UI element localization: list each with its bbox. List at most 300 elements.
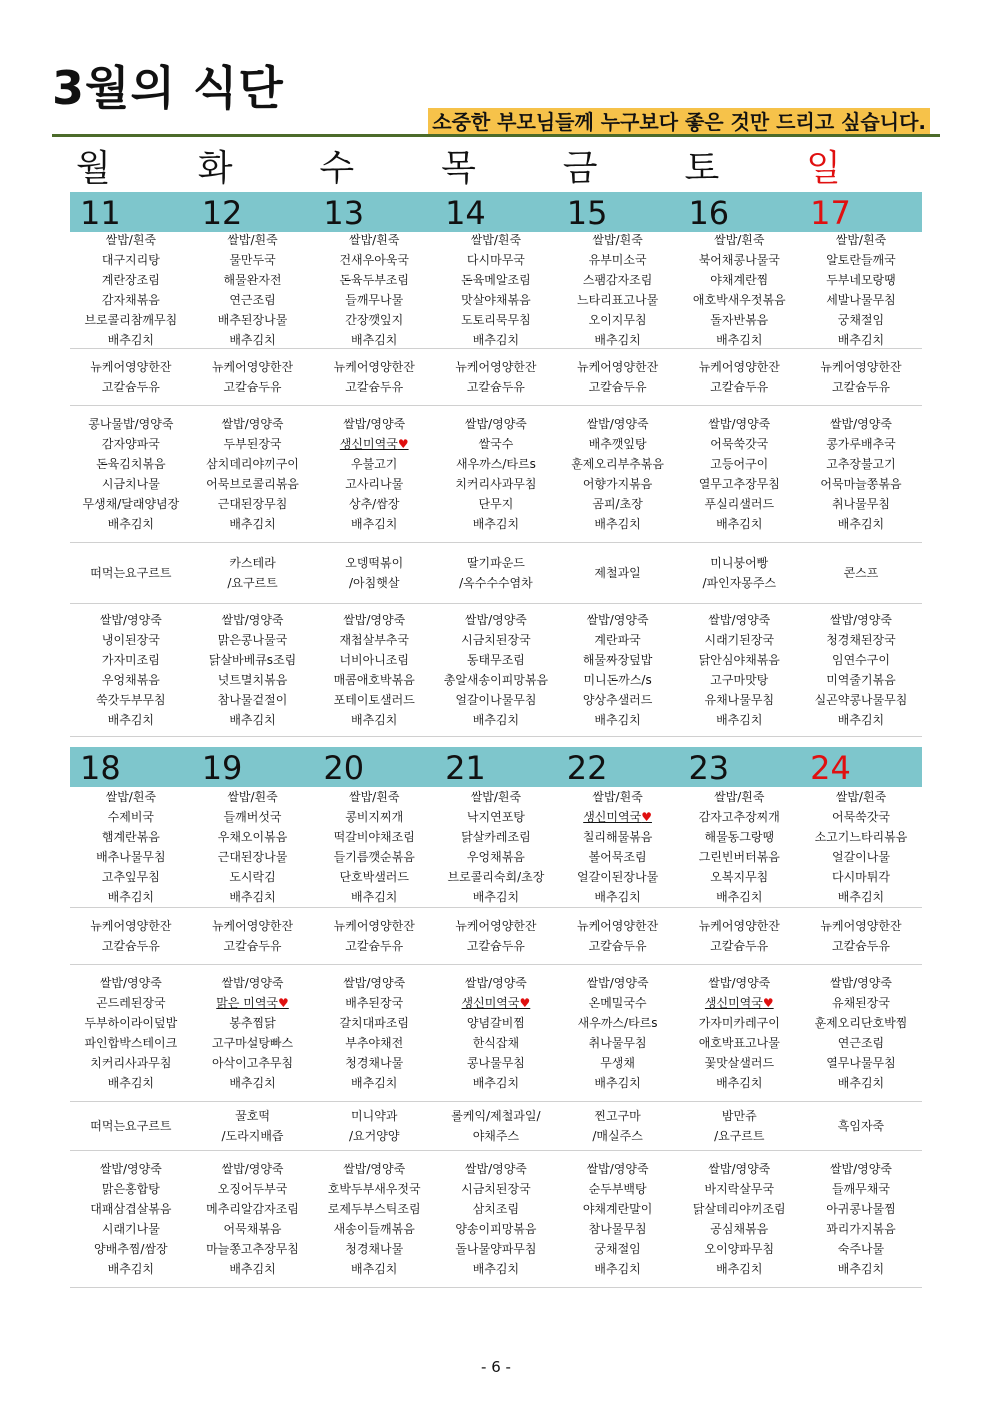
menu-item: 제철과일 bbox=[594, 566, 641, 580]
meal-cell bbox=[557, 965, 679, 1101]
menu-item: 훈제오리부추볶음 bbox=[571, 457, 664, 471]
menu-item: 가자미카레구이 bbox=[698, 1016, 780, 1030]
menu-item bbox=[435, 993, 557, 1013]
menu-item: 떠먹는요구르트 bbox=[90, 566, 172, 580]
menu-item: 배추김치 bbox=[594, 1262, 641, 1276]
date-label: 21 bbox=[445, 749, 486, 787]
menu-item: 삼치데리야끼구이 bbox=[206, 457, 299, 471]
menu-item: 꿀호떡 bbox=[235, 1109, 270, 1123]
menu-item: 쌀밥/영양죽 bbox=[708, 613, 771, 627]
menu-item: 쌀밥/흰죽 bbox=[835, 233, 887, 247]
meal-cell bbox=[678, 406, 800, 542]
menu-item: 열무나물무침 bbox=[826, 1056, 896, 1070]
menu-item: 양송이피망볶음 bbox=[455, 1222, 537, 1236]
date-label: 24 bbox=[810, 749, 851, 787]
meal-cell bbox=[70, 1102, 192, 1150]
menu-item bbox=[557, 807, 679, 827]
weekday-tue: 화 bbox=[197, 148, 233, 189]
meal-cell bbox=[678, 965, 800, 1101]
meal-cell bbox=[557, 543, 679, 603]
menu-item: 궁채절임 bbox=[594, 1242, 641, 1256]
meal-cell bbox=[435, 349, 557, 405]
menu-item: 연근조림 bbox=[229, 293, 276, 307]
menu-item: 딸기파운드 bbox=[466, 556, 525, 570]
menu-item: 애호박표고나물 bbox=[698, 1036, 780, 1050]
meal-cell bbox=[192, 787, 314, 907]
menu-item: 쌀밥/영양죽 bbox=[586, 1162, 649, 1176]
menu-item: 부추야채전 bbox=[345, 1036, 404, 1050]
menu-item: 뉴케어영양한잔 bbox=[211, 919, 294, 933]
menu-item: 배추김치 bbox=[716, 1076, 763, 1090]
menu-item: 계란파국 bbox=[594, 633, 641, 647]
menu-item: 총알새송이피망볶음 bbox=[443, 673, 549, 687]
menu-item: 바지락살무국 bbox=[704, 1182, 775, 1196]
menu-item: 쌀밥/영양죽 bbox=[343, 613, 406, 627]
meal-cell bbox=[678, 349, 800, 405]
menu-item: 쌀밥/영양죽 bbox=[99, 1162, 162, 1176]
heart-icon: ♥ bbox=[519, 996, 531, 1010]
meal-cell bbox=[678, 1102, 800, 1150]
menu-item: 배추김치 bbox=[107, 517, 155, 531]
menu-item: 아삭이고추무침 bbox=[211, 1056, 294, 1070]
meal-cell bbox=[557, 908, 679, 964]
menu-item: 볼어묵조림 bbox=[588, 850, 647, 864]
menu-item: 쌀밥/영양죽 bbox=[343, 1162, 406, 1176]
menu-item: 배추김치 bbox=[716, 890, 763, 904]
meal-cell bbox=[800, 232, 922, 348]
menu-item: 매콤애호박볶음 bbox=[333, 673, 415, 687]
menu-item: 야채계란말이 bbox=[582, 1202, 653, 1216]
menu-item: 콩가루배추국 bbox=[826, 437, 896, 451]
menu-item: 새우까스/타르s bbox=[455, 457, 536, 471]
menu-item: 고칼슘두유 bbox=[466, 939, 525, 953]
menu-item: 고칼슘두유 bbox=[831, 939, 890, 953]
menu-item: 배추김치 bbox=[229, 333, 276, 347]
menu-item: 쌀밥/영양죽 bbox=[829, 1162, 892, 1176]
meal-cell bbox=[313, 232, 435, 348]
meal-cell bbox=[800, 965, 922, 1101]
menu-item: 느타리표고나물 bbox=[577, 293, 659, 307]
menu-item: 재첩살부추국 bbox=[339, 633, 409, 647]
menu-item: 콩비지찌개 bbox=[345, 810, 404, 824]
menu-item: 취나물무침 bbox=[588, 1036, 647, 1050]
menu-item: 배추된장국 bbox=[345, 996, 404, 1010]
heart-icon: ♥ bbox=[641, 810, 652, 824]
meal-cell bbox=[313, 1151, 435, 1287]
menu-item: 시금치된장국 bbox=[461, 1182, 531, 1196]
menu-item: 고칼슘두유 bbox=[345, 939, 404, 953]
menu-item: 도토리묵무침 bbox=[461, 313, 531, 327]
menu-item: 가자미조림 bbox=[101, 653, 160, 667]
menu-item: 상추/쌈장 bbox=[349, 497, 400, 511]
menu-item: 너비아니조림 bbox=[339, 653, 409, 667]
meal-cell bbox=[435, 908, 557, 964]
menu-item-text: 맑은 미역국 bbox=[216, 996, 279, 1010]
menu-item: 수제비국 bbox=[107, 810, 155, 824]
menu-item: 오이지무침 bbox=[588, 313, 647, 327]
menu-item: 유부미소국 bbox=[588, 253, 647, 267]
heart-icon: ♥ bbox=[762, 996, 774, 1010]
menu-item bbox=[678, 993, 800, 1013]
menu-item: 치커리사과무침 bbox=[90, 1056, 172, 1070]
meal-cell bbox=[192, 908, 314, 964]
meal-cell bbox=[678, 908, 800, 964]
menu-item: 참나물겉절이 bbox=[217, 693, 288, 707]
menu-item: 배추김치 bbox=[837, 1262, 885, 1276]
meal-cell bbox=[435, 543, 557, 603]
menu-item: 대구지리탕 bbox=[101, 253, 160, 267]
menu-item: 오이양파무침 bbox=[704, 1242, 775, 1256]
menu-item: 쌀밥/흰죽 bbox=[714, 233, 765, 247]
menu-item: 들깨버섯국 bbox=[223, 810, 282, 824]
menu-item: 쌀밥/흰죽 bbox=[592, 233, 643, 247]
menu-item: 배추김치 bbox=[351, 333, 398, 347]
menu-item: 들기름깻순볶음 bbox=[333, 850, 415, 864]
date-label: 13 bbox=[323, 194, 365, 232]
menu-item: 배추김치 bbox=[107, 713, 155, 727]
menu-item: 쌀밥/영양죽 bbox=[586, 613, 649, 627]
menu-item: 열무고추장무침 bbox=[698, 477, 780, 491]
menu-item: 뉴케어영양한잔 bbox=[455, 919, 537, 933]
menu-item-text: 생신미역국 bbox=[704, 996, 763, 1010]
menu-item: 쌀밥/흰죽 bbox=[835, 790, 887, 804]
menu-item: 유채된장국 bbox=[831, 996, 890, 1010]
menu-item: 닭살카레조림 bbox=[461, 830, 531, 844]
menu-item: 얼갈이나물무침 bbox=[455, 693, 537, 707]
menu-item: 순두부백탕 bbox=[588, 1182, 647, 1196]
meal-cell bbox=[557, 232, 679, 348]
menu-item: 콩나물밥/영양죽 bbox=[88, 417, 174, 431]
menu-item: 뉴케어영양한잔 bbox=[211, 360, 294, 374]
meal-cell bbox=[678, 543, 800, 603]
meal-cell bbox=[192, 406, 314, 542]
menu-item: 쌀밥/영양죽 bbox=[464, 1162, 527, 1176]
menu-item: 어묵쑥갓국 bbox=[831, 810, 890, 824]
menu-item: 훈제오리단호박찜 bbox=[814, 1016, 908, 1030]
menu-item: 두부네모랑땡 bbox=[826, 273, 896, 287]
menu-item: 쌀밥/흰죽 bbox=[105, 233, 157, 247]
menu-item: 쌀밥/영양죽 bbox=[221, 976, 284, 990]
meal-cell bbox=[313, 965, 435, 1101]
date-label: 20 bbox=[323, 749, 365, 787]
menu-item: 청경채나물 bbox=[345, 1242, 404, 1256]
menu-item: 쌀밥/영양죽 bbox=[464, 417, 527, 431]
menu-item: 배추김치 bbox=[351, 713, 398, 727]
menu-item: 떠먹는요구르트 bbox=[90, 1119, 172, 1133]
menu-item: 카스테라 bbox=[229, 556, 276, 570]
menu-item: 고구마설탕빠스 bbox=[211, 1036, 294, 1050]
menu-item: 감자고추장찌개 bbox=[698, 810, 780, 824]
menu-item: 오복지무침 bbox=[710, 870, 769, 884]
menu-item: 배추나물무침 bbox=[96, 850, 166, 864]
menu-item: 근대된장나물 bbox=[217, 850, 288, 864]
menu-item: 쌀밥/영양죽 bbox=[99, 613, 162, 627]
menu-item: 봉추찜닭 bbox=[229, 1016, 276, 1030]
weekday-wed: 수 bbox=[319, 148, 355, 189]
menu-item: 고칼슘두유 bbox=[223, 939, 282, 953]
menu-item: 대패삼겹살볶음 bbox=[90, 1202, 172, 1216]
menu-item: 계란장조림 bbox=[101, 273, 160, 287]
menu-item: /파인자몽주스 bbox=[702, 576, 777, 590]
menu-item: 연근조림 bbox=[837, 1036, 885, 1050]
menu-item: 두부하이라이덮밥 bbox=[84, 1016, 178, 1030]
menu-item: 도시락김 bbox=[229, 870, 276, 884]
meal-cell bbox=[678, 232, 800, 348]
menu-item: 배추된장나물 bbox=[217, 313, 288, 327]
menu-item: 뉴케어영양한잔 bbox=[820, 360, 902, 374]
menu-item: 칠리해물볶음 bbox=[582, 830, 653, 844]
menu-item: 얼갈이나물 bbox=[831, 850, 890, 864]
menu-item-text: 생신미역국 bbox=[461, 996, 520, 1010]
menu-item: 무생채/달래양념장 bbox=[82, 497, 180, 511]
menu-item: 곤드레된장국 bbox=[96, 996, 166, 1010]
menu-item: 양배추찜/쌈장 bbox=[94, 1242, 168, 1256]
meal-cell bbox=[557, 1102, 679, 1150]
menu-item: 배추김치 bbox=[594, 517, 641, 531]
menu-item: 청경채된장국 bbox=[826, 633, 896, 647]
menu-item: 온메밀국수 bbox=[588, 996, 647, 1010]
menu-item: 맑은콩나물국 bbox=[217, 633, 288, 647]
meal-cell bbox=[192, 232, 314, 348]
menu-item: 감자양파국 bbox=[101, 437, 160, 451]
menu-item: 배추김치 bbox=[351, 1076, 398, 1090]
menu-item: 닭안심야채볶음 bbox=[698, 653, 780, 667]
meal-cell bbox=[435, 232, 557, 348]
meal-cell bbox=[800, 543, 922, 603]
menu-item: 쌀밥/영양죽 bbox=[829, 976, 892, 990]
menu-item: 고등어구이 bbox=[710, 457, 769, 471]
date-label: 23 bbox=[688, 749, 730, 787]
menu-item: 배추김치 bbox=[716, 713, 763, 727]
menu-item: 쌀밥/영양죽 bbox=[221, 417, 284, 431]
menu-item: 배추김치 bbox=[837, 890, 885, 904]
menu-item: 미니붕어빵 bbox=[710, 556, 769, 570]
menu-item: 쌀밥/흰죽 bbox=[349, 233, 400, 247]
menu-item: 로제두부스틱조림 bbox=[327, 1202, 421, 1216]
meal-cell bbox=[800, 787, 922, 907]
menu-item: 어묵브로콜리볶음 bbox=[206, 477, 299, 491]
meal-cell bbox=[70, 349, 192, 405]
meal-row-morning-snack bbox=[70, 349, 922, 406]
menu-item: 새우까스/타르s bbox=[577, 1016, 658, 1030]
date-label: 11 bbox=[80, 194, 121, 232]
menu-item: 실곤약콩나물무침 bbox=[814, 693, 908, 707]
meal-cell bbox=[192, 965, 314, 1101]
date-bar bbox=[70, 747, 922, 787]
date-label: 14 bbox=[445, 194, 486, 232]
menu-item: 뉴케어영양한잔 bbox=[455, 360, 537, 374]
menu-item: 쌀밥/흰죽 bbox=[714, 790, 765, 804]
menu-item: 뉴케어영양한잔 bbox=[698, 919, 780, 933]
menu-item: 돈육메알조림 bbox=[461, 273, 531, 287]
menu-item: 넛트멸치볶음 bbox=[217, 673, 288, 687]
menu-item: 오징어두부국 bbox=[217, 1182, 288, 1196]
menu-item: 쌀밥/흰죽 bbox=[592, 790, 643, 804]
weekday-sat: 토 bbox=[684, 148, 720, 189]
menu-item: 세발나물무침 bbox=[826, 293, 896, 307]
menu-item: 곰피/초장 bbox=[592, 497, 643, 511]
menu-item: 쌀밥/영양죽 bbox=[586, 976, 649, 990]
meal-cell bbox=[192, 1151, 314, 1287]
menu-item bbox=[313, 434, 435, 454]
week-block-1 bbox=[70, 192, 922, 737]
menu-item: 꽃맛살샐러드 bbox=[704, 1056, 775, 1070]
menu-item: 고추장불고기 bbox=[826, 457, 896, 471]
menu-item: 시금치된장국 bbox=[461, 633, 531, 647]
menu-item: 참나물무침 bbox=[588, 1222, 647, 1236]
meal-cell bbox=[435, 787, 557, 907]
menu-item: 배추김치 bbox=[107, 333, 155, 347]
menu-item: 북어채콩나물국 bbox=[698, 253, 780, 267]
menu-item: 쌀밥/영양죽 bbox=[586, 417, 649, 431]
menu-item: 근대된장무침 bbox=[217, 497, 288, 511]
menu-item: 고칼슘두유 bbox=[710, 380, 769, 394]
menu-item: 쌀밥/흰죽 bbox=[349, 790, 400, 804]
menu-item: 돈육두부조림 bbox=[339, 273, 409, 287]
menu-item: 쌀밥/영양죽 bbox=[829, 613, 892, 627]
menu-item: 배추김치 bbox=[837, 333, 885, 347]
menu-item: /요거양양 bbox=[349, 1129, 400, 1143]
meal-cell bbox=[800, 406, 922, 542]
menu-item: 어묵쑥갓국 bbox=[710, 437, 769, 451]
date-label: 19 bbox=[201, 749, 243, 787]
menu-item: 쌀국수 bbox=[478, 437, 514, 451]
menu-item: 호박두부새우젓국 bbox=[327, 1182, 421, 1196]
meal-row-lunch bbox=[70, 965, 922, 1102]
weekday-sun: 일 bbox=[806, 148, 841, 189]
menu-item: 숙주나물 bbox=[837, 1242, 885, 1256]
date-label: 12 bbox=[201, 194, 243, 232]
menu-item: 브로콜리참깨무침 bbox=[84, 313, 178, 327]
menu-item: 쌀밥/흰죽 bbox=[227, 790, 278, 804]
menu-item: 배추김치 bbox=[594, 890, 641, 904]
meal-row-breakfast bbox=[70, 232, 922, 349]
menu-item: 닭살데리야끼조림 bbox=[692, 1202, 786, 1216]
menu-item: 배추김치 bbox=[107, 890, 155, 904]
menu-item: 메추리알감자조림 bbox=[206, 1202, 299, 1216]
menu-item: 배추김치 bbox=[351, 517, 398, 531]
meal-cell bbox=[313, 787, 435, 907]
menu-item: 배추김치 bbox=[229, 1076, 276, 1090]
menu-item: 양념갈비찜 bbox=[466, 1016, 525, 1030]
menu-item: 야채주스 bbox=[472, 1129, 520, 1143]
menu-item: 배추김치 bbox=[229, 713, 276, 727]
menu-item: 다시마튀각 bbox=[831, 870, 890, 884]
menu-item: 무생채 bbox=[600, 1056, 635, 1070]
menu-item: 고칼슘두유 bbox=[101, 939, 160, 953]
meal-cell bbox=[557, 1151, 679, 1287]
menu-item: 쑥갓두부무침 bbox=[96, 693, 166, 707]
menu-item: 어향가지볶음 bbox=[582, 477, 653, 491]
menu-item: 쌀밥/흰죽 bbox=[470, 233, 522, 247]
meal-cell bbox=[70, 604, 192, 736]
title-divider bbox=[52, 134, 940, 137]
menu-item: 고칼슘두유 bbox=[588, 380, 647, 394]
menu-item: /요구르트 bbox=[227, 576, 278, 590]
meal-cell bbox=[435, 965, 557, 1101]
menu-item: 배추김치 bbox=[351, 1262, 398, 1276]
menu-item: 뉴케어영양한잔 bbox=[820, 919, 902, 933]
menu-item: 공심채볶음 bbox=[710, 1222, 769, 1236]
menu-item: 고구마맛탕 bbox=[710, 673, 769, 687]
menu-item: 취나물무침 bbox=[831, 497, 890, 511]
meal-cell bbox=[313, 908, 435, 964]
menu-item: 배추김치 bbox=[716, 1262, 763, 1276]
menu-item: 배추김치 bbox=[837, 517, 885, 531]
menu-item: 쌀밥/영양죽 bbox=[343, 417, 406, 431]
menu-item: 우채오이볶음 bbox=[217, 830, 288, 844]
meal-cell bbox=[313, 406, 435, 542]
meal-cell bbox=[557, 787, 679, 907]
menu-item: 맛살야채볶음 bbox=[461, 293, 531, 307]
menu-item: 배추김치 bbox=[229, 890, 276, 904]
menu-item bbox=[192, 993, 314, 1013]
menu-item: 배추김치 bbox=[837, 713, 885, 727]
menu-item: 배추김치 bbox=[716, 333, 763, 347]
meal-cell bbox=[70, 908, 192, 964]
meal-row-dinner bbox=[70, 1151, 922, 1288]
menu-item: 우불고기 bbox=[351, 457, 398, 471]
menu-item: 동태무조림 bbox=[466, 653, 525, 667]
menu-item: 배추김치 bbox=[107, 1262, 155, 1276]
menu-item: 오뎅떡볶이 bbox=[345, 556, 404, 570]
menu-item: 고칼슘두유 bbox=[831, 380, 890, 394]
menu-item-text: 생신미역국 bbox=[583, 810, 642, 824]
menu-item: 낙지연포탕 bbox=[466, 810, 525, 824]
meal-row-lunch bbox=[70, 406, 922, 543]
meal-row-dinner bbox=[70, 604, 922, 737]
menu-item: 마늘쫑고추장무침 bbox=[206, 1242, 299, 1256]
menu-item: 콩나물무침 bbox=[466, 1056, 525, 1070]
menu-item: 배추김치 bbox=[472, 1076, 520, 1090]
subtitle-banner: 소중한 부모님들께 누구보다 좋은 것만 드리고 싶습니다. bbox=[428, 108, 930, 135]
menu-item: 닭살바베큐s조림 bbox=[208, 653, 297, 667]
menu-item: 쌀밥/영양죽 bbox=[99, 976, 162, 990]
meal-cell bbox=[192, 543, 314, 603]
menu-item: 들깨무나물 bbox=[345, 293, 404, 307]
menu-item: 뉴케어영양한잔 bbox=[90, 360, 172, 374]
heart-icon: ♥ bbox=[278, 996, 289, 1010]
menu-item: 어묵채볶음 bbox=[223, 1222, 282, 1236]
menu-item: /옥수수수염차 bbox=[459, 576, 533, 590]
menu-item: 쌀밥/흰죽 bbox=[105, 790, 157, 804]
menu-item: 얼갈이된장나물 bbox=[577, 870, 659, 884]
menu-item: 쌀밥/영양죽 bbox=[343, 976, 406, 990]
menu-item: 배추김치 bbox=[472, 1262, 520, 1276]
meal-cell bbox=[70, 543, 192, 603]
menu-item: 쌀밥/영양죽 bbox=[221, 1162, 284, 1176]
menu-item: 밤만쥬 bbox=[721, 1109, 757, 1123]
menu-item: 애호박새우젓볶음 bbox=[692, 293, 786, 307]
menu-item: 해물짜장덮밥 bbox=[582, 653, 653, 667]
meal-cell bbox=[800, 1151, 922, 1287]
menu-item: 푸실리샐러드 bbox=[704, 497, 775, 511]
menu-item: 쌀밥/영양죽 bbox=[708, 976, 771, 990]
meal-cell bbox=[313, 349, 435, 405]
menu-item: 뉴케어영양한잔 bbox=[333, 360, 415, 374]
meal-cell bbox=[678, 787, 800, 907]
menu-item: 냉이된장국 bbox=[101, 633, 160, 647]
menu-item: 쌀밥/흰죽 bbox=[470, 790, 522, 804]
menu-item: 배추김치 bbox=[594, 1076, 641, 1090]
menu-item: 시금치나물 bbox=[101, 477, 160, 491]
menu-item: 해물동그랑땡 bbox=[704, 830, 775, 844]
meal-cell bbox=[70, 965, 192, 1101]
meal-cell bbox=[435, 1102, 557, 1150]
menu-item: 뉴케어영양한잔 bbox=[577, 919, 659, 933]
meal-cell bbox=[800, 349, 922, 405]
menu-item: 미니돈까스/s bbox=[583, 673, 652, 687]
